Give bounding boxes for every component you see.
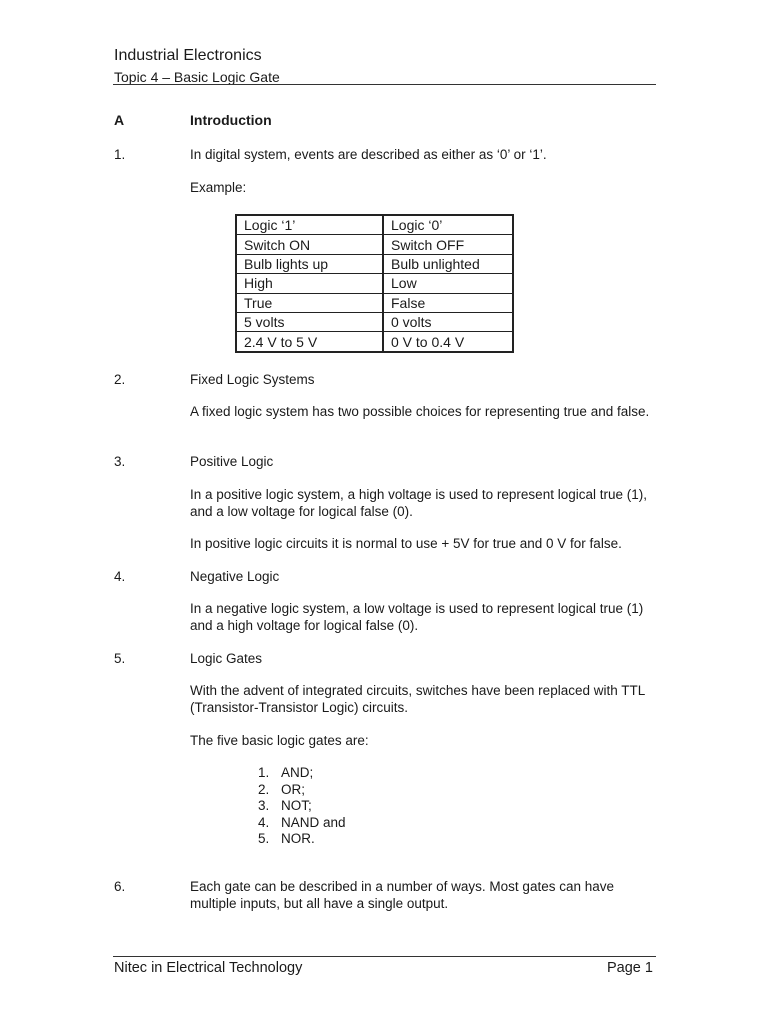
- list-item-text: NAND and: [281, 814, 346, 830]
- section-letter: A: [114, 112, 125, 128]
- table-row: [237, 313, 512, 332]
- header-subtitle: Topic 4 – Basic Logic Gate: [114, 69, 280, 85]
- table-cell: Logic ‘0’: [384, 216, 512, 235]
- list-item-number: 2.: [258, 781, 270, 797]
- table-cell: Logic ‘1’: [237, 216, 384, 235]
- item-4-paragraph: In a negative logic system, a low voltage is used to represent logical true (1) and a high voltage for logical false (0).: [190, 601, 644, 633]
- item-2-title: Fixed Logic Systems: [190, 372, 315, 387]
- footer-rule: [113, 956, 656, 957]
- section-heading: Introduction: [190, 112, 272, 128]
- header-title: Industrial Electronics: [114, 47, 262, 64]
- item-3-paragraph-1: In a positive logic system, a high voltage is used to represent logical true (1), and a low voltage for logical false (0).: [190, 487, 647, 519]
- item-3-title: Positive Logic: [190, 454, 274, 469]
- table-row: [237, 216, 512, 235]
- table-row: [237, 332, 512, 350]
- table-cell: 5 volts: [237, 313, 384, 332]
- table-row: [237, 274, 512, 293]
- item-3-paragraph-2: In positive logic circuits it is normal to use + 5V for true and 0 V for false.: [190, 536, 622, 551]
- item-5-paragraph-1: With the advent of integrated circuits, switches have been replaced with TTL (Transistor-Transistor Logic) circuits.: [190, 683, 645, 715]
- item-6-text: Each gate can be described in a number of ways. Most gates can have multiple inputs, but all have a single output.: [190, 879, 614, 911]
- table-cell: Bulb lights up: [237, 255, 384, 274]
- table-row: [237, 235, 512, 254]
- item-2-number: 2.: [114, 372, 126, 387]
- footer-page-number: Page 1: [607, 960, 653, 976]
- example-label: Example:: [190, 180, 247, 195]
- table-cell: 0 V to 0.4 V: [391, 333, 465, 350]
- item-5-title: Logic Gates: [190, 651, 263, 666]
- table-cell: 2.4 V to 5 V: [237, 332, 384, 350]
- item-2-paragraph: A fixed logic system has two possible choices for representing true and false.: [190, 404, 650, 419]
- table-cell: Bulb unlighted: [384, 255, 512, 274]
- table-cell: Switch OFF: [384, 235, 512, 254]
- table-cell: Switch ON: [237, 235, 384, 254]
- item-1-text: In digital system, events are described as either as ‘0’ or ‘1’.: [190, 147, 547, 162]
- table-cell: Low: [384, 274, 512, 293]
- table-cell: High: [237, 274, 384, 293]
- list-item-number: 1.: [258, 765, 270, 780]
- table-row: [237, 294, 512, 313]
- table-cell: False: [384, 294, 512, 313]
- list-item-number: 3.: [258, 798, 270, 813]
- list-item-text: NOR.: [281, 831, 315, 846]
- list-item-number: 5.: [258, 831, 270, 846]
- table-cell: 0 volts: [384, 313, 512, 332]
- list-item-text: OR;: [281, 781, 306, 797]
- list-item-text: AND;: [281, 765, 314, 780]
- table-row: [237, 255, 512, 274]
- item-3-number: 3.: [114, 454, 126, 469]
- item-1-number: 1.: [114, 147, 126, 162]
- logic-table: [235, 214, 514, 353]
- header-rule: [113, 84, 656, 85]
- list-item-number: 4.: [258, 814, 270, 830]
- item-4-number: 4.: [114, 569, 126, 584]
- item-5-paragraph-2: The five basic logic gates are:: [190, 733, 369, 748]
- item-4-title: Negative Logic: [190, 569, 280, 584]
- item-6-number: 6.: [114, 879, 126, 894]
- footer-course: Nitec in Electrical Technology: [114, 960, 303, 976]
- item-5-number: 5.: [114, 651, 126, 666]
- list-item-text: NOT;: [281, 798, 312, 813]
- table-cell: True: [237, 294, 384, 313]
